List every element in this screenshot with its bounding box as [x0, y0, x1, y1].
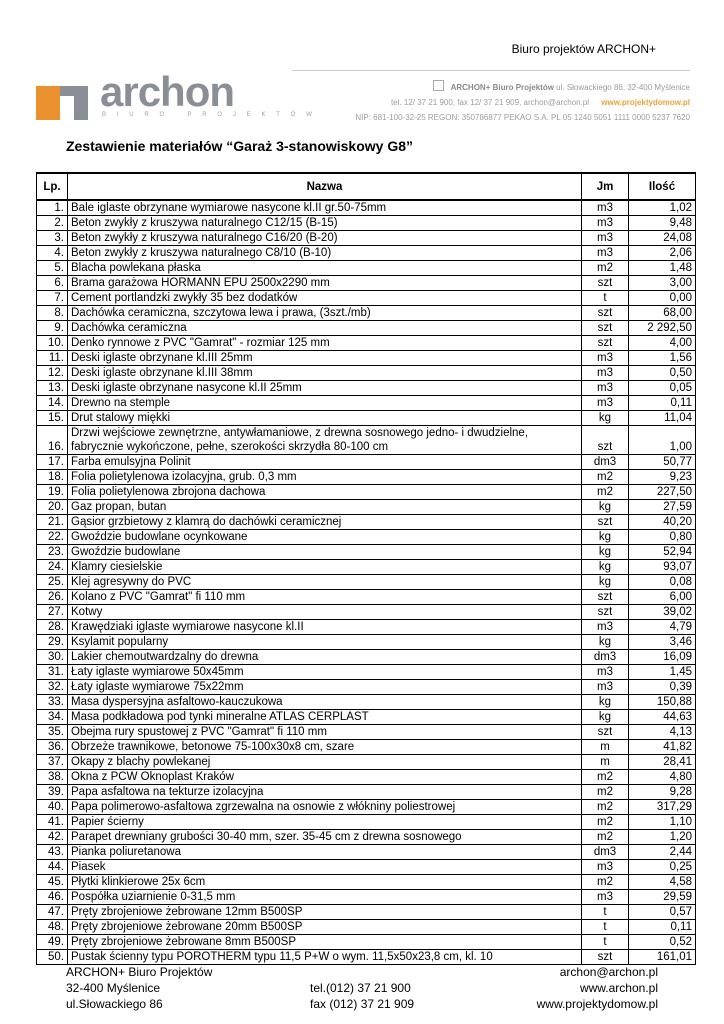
table-row: [37, 291, 696, 306]
cell-ilosc: 1,48: [629, 261, 696, 276]
cell-lp: 47.: [37, 905, 68, 920]
contact-website[interactable]: www.projektydomow.pl: [601, 98, 690, 107]
contact-company: ARCHON+ Biuro Projektów: [450, 83, 554, 92]
cell-nazwa: Pianka poliuretanowa: [68, 845, 582, 860]
cell-nazwa: Folia polietylenowa izolacyjna, grub. 0,3 mm: [68, 470, 582, 485]
cell-lp: 20.: [37, 500, 68, 515]
cell-jm: m3: [582, 246, 629, 261]
cell-nazwa: Pręty zbrojeniowe żebrowane 8mm B500SP: [68, 935, 582, 950]
cell-nazwa: Folia polietylenowa zbrojona dachowa: [68, 485, 582, 500]
table-row: [37, 455, 696, 470]
table-row: [37, 950, 696, 965]
cell-ilosc: 150,88: [629, 695, 696, 710]
cell-jm: kg: [582, 545, 629, 560]
table-row: [37, 935, 696, 950]
table-row: [37, 890, 696, 905]
cell-ilosc: 0,00: [629, 291, 696, 306]
cell-ilosc: 1,56: [629, 351, 696, 366]
cell-ilosc: 3,46: [629, 635, 696, 650]
cell-jm: m3: [582, 351, 629, 366]
cell-jm: m2: [582, 875, 629, 890]
table-row: [37, 351, 696, 366]
cell-jm: dm3: [582, 845, 629, 860]
logo-mark-icon: [36, 74, 92, 120]
cell-lp: 1.: [37, 200, 68, 216]
cell-lp: 4.: [37, 246, 68, 261]
cell-lp: 48.: [37, 920, 68, 935]
cell-ilosc: 2,06: [629, 246, 696, 261]
footer-website-archon[interactable]: www.archon.pl: [579, 981, 658, 995]
cell-nazwa: Beton zwykły z kruszywa naturalnego C12/15 (B-15): [68, 216, 582, 231]
table-row: [37, 650, 696, 665]
table-row: [37, 336, 696, 351]
cell-jm: kg: [582, 695, 629, 710]
cell-nazwa: Piasek: [68, 860, 582, 875]
footer-email[interactable]: archon@archon.pl: [559, 965, 658, 979]
cell-ilosc: 50,77: [629, 455, 696, 470]
cell-jm: t: [582, 291, 629, 306]
cell-jm: t: [582, 935, 629, 950]
cell-ilosc: 9,48: [629, 216, 696, 231]
cell-lp: 50.: [37, 950, 68, 965]
cell-nazwa: Obrzeże trawnikowe, betonowe 75-100x30x8 cm, szare: [68, 740, 582, 755]
cell-ilosc: 41,82: [629, 740, 696, 755]
cell-lp: 11.: [37, 351, 68, 366]
cell-nazwa: Obejma rury spustowej z PVC "Gamrat" fi 110 mm: [68, 725, 582, 740]
cell-ilosc: 4,00: [629, 336, 696, 351]
cell-lp: 42.: [37, 830, 68, 845]
cell-jm: kg: [582, 635, 629, 650]
cell-ilosc: 0,25: [629, 860, 696, 875]
table-row: [37, 530, 696, 545]
cell-ilosc: 1,00: [629, 426, 696, 455]
cell-ilosc: 16,09: [629, 650, 696, 665]
col-header-jm: Jm: [582, 173, 629, 200]
cell-jm: szt: [582, 725, 629, 740]
cell-nazwa: Cement portlandzki zwykły 35 bez dodatków: [68, 291, 582, 306]
cell-jm: szt: [582, 321, 629, 336]
cell-nazwa: Gwoździe budowlane: [68, 545, 582, 560]
cell-jm: m3: [582, 620, 629, 635]
cell-ilosc: 4,80: [629, 770, 696, 785]
cell-lp: 27.: [37, 605, 68, 620]
cell-lp: 14.: [37, 396, 68, 411]
cell-ilosc: 0,05: [629, 381, 696, 396]
table-row: [37, 755, 696, 770]
cell-lp: 8.: [37, 306, 68, 321]
cell-nazwa: Brama garażowa HORMANN EPU 2500x2290 mm: [68, 276, 582, 291]
footer-web: [537, 964, 658, 1012]
cell-jm: m3: [582, 216, 629, 231]
cell-ilosc: 0,52: [629, 935, 696, 950]
table-row: [37, 830, 696, 845]
cell-ilosc: 44,63: [629, 710, 696, 725]
cell-nazwa: Farba emulsyjna Polinit: [68, 455, 582, 470]
contact-address: ul. Słowackiego 86, 32-400 Myślenice: [553, 83, 690, 92]
cell-jm: kg: [582, 530, 629, 545]
footer-address: [66, 964, 212, 1012]
table-row: [37, 366, 696, 381]
cell-jm: szt: [582, 426, 629, 455]
table-row: [37, 605, 696, 620]
cell-jm: m3: [582, 231, 629, 246]
footer-phones: [310, 980, 414, 1012]
cell-nazwa: Deski iglaste obrzynane kl.III 25mm: [68, 351, 582, 366]
cell-lp: 21.: [37, 515, 68, 530]
cell-ilosc: 1,10: [629, 815, 696, 830]
table-row: [37, 905, 696, 920]
table-row: [37, 635, 696, 650]
cell-ilosc: 39,02: [629, 605, 696, 620]
cell-ilosc: 40,20: [629, 515, 696, 530]
cell-ilosc: 9,23: [629, 470, 696, 485]
cell-ilosc: 28,41: [629, 755, 696, 770]
document-header-company: Biuro projektów ARCHON+: [511, 42, 656, 56]
cell-ilosc: 161,01: [629, 950, 696, 965]
cell-ilosc: 4,79: [629, 620, 696, 635]
cell-nazwa: Łaty iglaste wymiarowe 75x22mm: [68, 680, 582, 695]
contact-block: [355, 80, 690, 125]
cell-nazwa: Klej agresywny do PVC: [68, 575, 582, 590]
cell-ilosc: 9,28: [629, 785, 696, 800]
table-row: [37, 396, 696, 411]
cell-lp: 25.: [37, 575, 68, 590]
cell-jm: szt: [582, 306, 629, 321]
cell-jm: m3: [582, 396, 629, 411]
cell-nazwa: Łaty iglaste wymiarowe 50x45mm: [68, 665, 582, 680]
table-row: [37, 216, 696, 231]
table-row: [37, 725, 696, 740]
cell-lp: 33.: [37, 695, 68, 710]
cell-lp: 17.: [37, 455, 68, 470]
cell-ilosc: 227,50: [629, 485, 696, 500]
cell-ilosc: 0,57: [629, 905, 696, 920]
page-title: Zestawienie materiałów “Garaż 3-stanowiskowy G8”: [66, 138, 414, 154]
cell-lp: 22.: [37, 530, 68, 545]
table-row: [37, 500, 696, 515]
cell-lp: 34.: [37, 710, 68, 725]
cell-lp: 32.: [37, 680, 68, 695]
table-header-row: [37, 173, 696, 200]
table-row: [37, 411, 696, 426]
cell-jm: m2: [582, 470, 629, 485]
cell-ilosc: 93,07: [629, 560, 696, 575]
cell-nazwa: Kolano z PVC "Gamrat" fi 110 mm: [68, 590, 582, 605]
cell-nazwa: Ksylamit popularny: [68, 635, 582, 650]
cell-lp: 36.: [37, 740, 68, 755]
table-row: [37, 560, 696, 575]
table-row: [37, 246, 696, 261]
cell-nazwa: Pospółka uziarnienie 0-31,5 mm: [68, 890, 582, 905]
cell-ilosc: 317,29: [629, 800, 696, 815]
cell-ilosc: 2,44: [629, 845, 696, 860]
cell-lp: 45.: [37, 875, 68, 890]
cell-jm: t: [582, 905, 629, 920]
cell-lp: 40.: [37, 800, 68, 815]
col-header-nazwa: Nazwa: [68, 173, 582, 200]
cell-lp: 2.: [37, 216, 68, 231]
cell-lp: 10.: [37, 336, 68, 351]
table-row: [37, 231, 696, 246]
cell-nazwa: Krawędziaki iglaste wymiarowe nasycone kl.II: [68, 620, 582, 635]
footer-city: 32-400 Myślenice: [66, 981, 161, 995]
table-row: [37, 321, 696, 336]
cell-ilosc: 1,45: [629, 665, 696, 680]
cell-ilosc: 11,04: [629, 411, 696, 426]
table-row: [37, 515, 696, 530]
cell-nazwa: Pręty zbrojeniowe żebrowane 12mm B500SP: [68, 905, 582, 920]
cell-jm: m2: [582, 261, 629, 276]
cell-jm: m3: [582, 860, 629, 875]
cell-lp: 3.: [37, 231, 68, 246]
cell-lp: 44.: [37, 860, 68, 875]
cell-nazwa: Dachówka ceramiczna: [68, 321, 582, 336]
cell-lp: 6.: [37, 276, 68, 291]
col-header-lp: Lp.: [37, 173, 68, 200]
cell-lp: 18.: [37, 470, 68, 485]
cell-ilosc: 4,58: [629, 875, 696, 890]
table-row: [37, 200, 696, 216]
cell-ilosc: 6,00: [629, 590, 696, 605]
cell-lp: 28.: [37, 620, 68, 635]
table-row: [37, 306, 696, 321]
cell-jm: szt: [582, 276, 629, 291]
cell-lp: 41.: [37, 815, 68, 830]
cell-nazwa: Gwoździe budowlane ocynkowane: [68, 530, 582, 545]
cell-lp: 30.: [37, 650, 68, 665]
cell-nazwa: Masa podkładowa pod tynki mineralne ATLAS CERPLAST: [68, 710, 582, 725]
logo-wordmark: archon: [100, 68, 235, 115]
cell-nazwa: Beton zwykły z kruszywa naturalnego C16/20 (B-20): [68, 231, 582, 246]
cell-nazwa: Okna z PCW Oknoplast Kraków: [68, 770, 582, 785]
cell-jm: m3: [582, 890, 629, 905]
cell-jm: m2: [582, 485, 629, 500]
footer-street: ul.Słowackiego 86: [66, 997, 163, 1011]
cell-jm: dm3: [582, 650, 629, 665]
cell-jm: kg: [582, 411, 629, 426]
cell-nazwa: Parapet drewniany grubości 30-40 mm, szer. 35-45 cm z drewna sosnowego: [68, 830, 582, 845]
cell-nazwa: Papa polimerowo-asfaltowa zgrzewalna na osnowie z włókniny poliestrowej: [68, 800, 582, 815]
cell-jm: szt: [582, 515, 629, 530]
cell-jm: m3: [582, 680, 629, 695]
cell-lp: 37.: [37, 755, 68, 770]
table-row: [37, 770, 696, 785]
cell-lp: 29.: [37, 635, 68, 650]
footer-tel: tel.(012) 37 21 900: [310, 981, 411, 995]
table-row: [37, 426, 696, 455]
table-row: [37, 845, 696, 860]
cell-lp: 38.: [37, 770, 68, 785]
cell-nazwa: Drzwi wejściowe zewnętrzne, antywłamaniowe, z drewna sosnowego jedno- i dwudzielne, fabrycznie wykończone, pełne, szerokości skrzydła 80-100 cm: [68, 426, 582, 455]
cell-jm: kg: [582, 560, 629, 575]
cell-jm: m3: [582, 381, 629, 396]
cell-nazwa: Drewno na stemple: [68, 396, 582, 411]
cell-nazwa: Papier ścierny: [68, 815, 582, 830]
cell-ilosc: 68,00: [629, 306, 696, 321]
cell-ilosc: 2 292,50: [629, 321, 696, 336]
cell-jm: szt: [582, 950, 629, 965]
cell-jm: kg: [582, 575, 629, 590]
cell-nazwa: Pustak ścienny typu POROTHERM typu 11,5 P+W o wym. 11,5x50x23,8 cm, kl. 10: [68, 950, 582, 965]
cell-jm: szt: [582, 336, 629, 351]
cell-nazwa: Kotwy: [68, 605, 582, 620]
cell-nazwa: Drut stalowy miękki: [68, 411, 582, 426]
table-row: [37, 381, 696, 396]
header-divider: [292, 70, 690, 71]
cell-lp: 16.: [37, 426, 68, 455]
cell-ilosc: 52,94: [629, 545, 696, 560]
cell-lp: 23.: [37, 545, 68, 560]
contact-registration: NIP: 681-100-32-25 REGON: 350786877 PEKAO S.A. PL 05 1240 5051 1111 0000 5237 7620: [355, 113, 690, 122]
cell-ilosc: 0,11: [629, 396, 696, 411]
table-row: [37, 545, 696, 560]
table-row: [37, 276, 696, 291]
footer-fax: fax (012) 37 21 909: [310, 997, 415, 1011]
cell-ilosc: 0,39: [629, 680, 696, 695]
cell-jm: m: [582, 740, 629, 755]
cell-nazwa: Klamry ciesielskie: [68, 560, 582, 575]
cell-ilosc: 0,11: [629, 920, 696, 935]
cell-lp: 35.: [37, 725, 68, 740]
cell-ilosc: 1,20: [629, 830, 696, 845]
footer-company: ARCHON+ Biuro Projektów: [66, 965, 213, 979]
cell-jm: m: [582, 755, 629, 770]
table-row: [37, 800, 696, 815]
cell-jm: szt: [582, 590, 629, 605]
table-row: [37, 920, 696, 935]
table-row: [37, 485, 696, 500]
cell-lp: 49.: [37, 935, 68, 950]
cell-jm: kg: [582, 710, 629, 725]
cell-nazwa: Beton zwykły z kruszywa naturalnego C8/10 (B-10): [68, 246, 582, 261]
table-row: [37, 620, 696, 635]
cell-lp: 19.: [37, 485, 68, 500]
table-row: [37, 470, 696, 485]
cell-jm: m2: [582, 770, 629, 785]
cell-lp: 12.: [37, 366, 68, 381]
cell-ilosc: 1,02: [629, 200, 696, 216]
table-row: [37, 680, 696, 695]
cell-lp: 46.: [37, 890, 68, 905]
cell-ilosc: 0,08: [629, 575, 696, 590]
cell-nazwa: Deski iglaste obrzynane nasycone kl.II 25mm: [68, 381, 582, 396]
cell-lp: 39.: [37, 785, 68, 800]
table-row: [37, 575, 696, 590]
cell-nazwa: Blacha powlekana płaska: [68, 261, 582, 276]
cell-nazwa: Lakier chemoutwardzalny do drewna: [68, 650, 582, 665]
cell-nazwa: Płytki klinkierowe 25x 6cm: [68, 875, 582, 890]
cell-jm: dm3: [582, 455, 629, 470]
table-row: [37, 815, 696, 830]
cell-lp: 7.: [37, 291, 68, 306]
cell-jm: m3: [582, 665, 629, 680]
cell-lp: 26.: [37, 590, 68, 605]
cell-ilosc: 0,50: [629, 366, 696, 381]
footer-website-projektydomow[interactable]: www.projektydomow.pl: [536, 997, 658, 1011]
cell-lp: 5.: [37, 261, 68, 276]
cell-jm: kg: [582, 500, 629, 515]
cell-nazwa: Denko rynnowe z PVC "Gamrat" - rozmiar 125 mm: [68, 336, 582, 351]
table-row: [37, 785, 696, 800]
table-row: [37, 261, 696, 276]
cell-nazwa: Gąsior grzbietowy z klamrą do dachówki ceramicznej: [68, 515, 582, 530]
contact-phone-email: tel. 12/ 37 21 900, fax 12/ 37 21 909, archon@archon.pl: [390, 98, 590, 107]
cell-ilosc: 29,59: [629, 890, 696, 905]
house-icon: [433, 80, 444, 91]
cell-jm: m2: [582, 830, 629, 845]
cell-nazwa: Bale iglaste obrzynane wymiarowe nasycone kl.II gr.50-75mm: [68, 200, 582, 216]
cell-nazwa: Masa dyspersyjna asfaltowo-kauczukowa: [68, 695, 582, 710]
table-row: [37, 590, 696, 605]
cell-nazwa: Papa asfaltowa na tekturze izolacyjna: [68, 785, 582, 800]
table-row: [37, 875, 696, 890]
cell-lp: 13.: [37, 381, 68, 396]
cell-jm: szt: [582, 605, 629, 620]
cell-nazwa: Deski iglaste obrzynane kl.III 38mm: [68, 366, 582, 381]
cell-ilosc: 24,08: [629, 231, 696, 246]
table-row: [37, 710, 696, 725]
cell-jm: t: [582, 920, 629, 935]
cell-jm: m2: [582, 785, 629, 800]
cell-lp: 9.: [37, 321, 68, 336]
cell-nazwa: Pręty zbrojeniowe żebrowane 20mm B500SP: [68, 920, 582, 935]
cell-lp: 15.: [37, 411, 68, 426]
cell-jm: m3: [582, 200, 629, 216]
table-row: [37, 695, 696, 710]
cell-nazwa: Gaz propan, butan: [68, 500, 582, 515]
cell-ilosc: 4,13: [629, 725, 696, 740]
cell-lp: 24.: [37, 560, 68, 575]
table-row: [37, 740, 696, 755]
table-row: [37, 665, 696, 680]
cell-lp: 31.: [37, 665, 68, 680]
materials-table: [36, 172, 696, 965]
cell-jm: m2: [582, 815, 629, 830]
cell-ilosc: 3,00: [629, 276, 696, 291]
cell-jm: m3: [582, 366, 629, 381]
cell-ilosc: 27,59: [629, 500, 696, 515]
col-header-ilosc: Ilość: [629, 173, 696, 200]
cell-lp: 43.: [37, 845, 68, 860]
cell-nazwa: Dachówka ceramiczna, szczytowa lewa i prawa, (3szt./mb): [68, 306, 582, 321]
logo-subtitle: BIURO PROJEKTÓW: [102, 112, 323, 118]
cell-ilosc: 0,80: [629, 530, 696, 545]
cell-jm: m2: [582, 800, 629, 815]
table-row: [37, 860, 696, 875]
cell-nazwa: Okapy z blachy powlekanej: [68, 755, 582, 770]
